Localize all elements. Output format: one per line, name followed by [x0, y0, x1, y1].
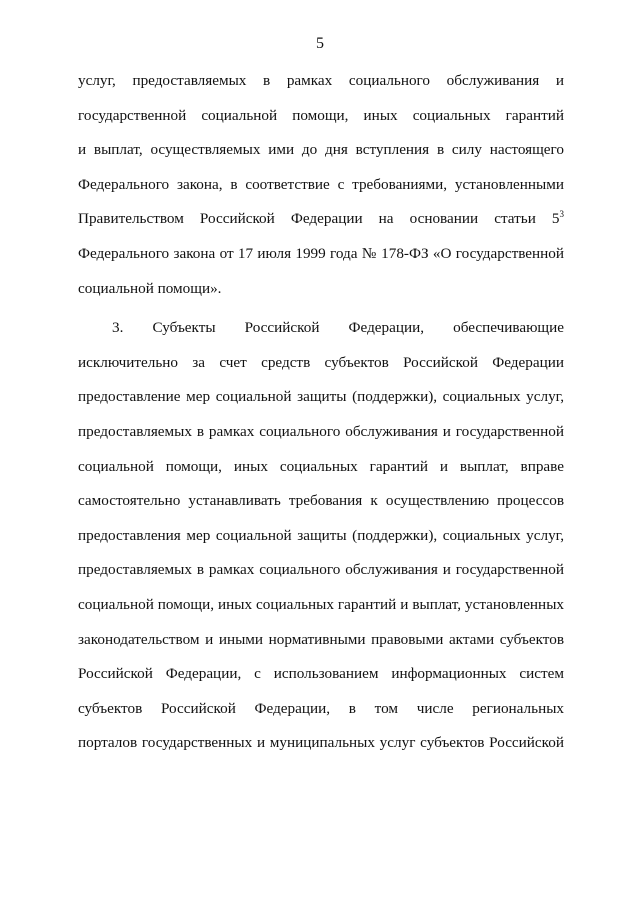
- paragraph-1: [78, 70, 564, 312]
- text-line: законодательством и иными нормативными правовыми актами субъектов: [78, 630, 564, 648]
- article-superscript: 3: [559, 209, 564, 220]
- body-text: [78, 70, 564, 767]
- text-line: предоставляемых в рамках социального обслуживания и государственной: [78, 561, 564, 579]
- text-line: социальной помощи, иных социальных гарантий и выплат, установленных: [78, 595, 564, 613]
- text-line-with-superscript: [78, 208, 564, 243]
- text-line: социальной помощи».: [78, 279, 222, 297]
- text-line: исключительно за счет средств субъектов Российской Федерации: [78, 353, 564, 371]
- text-line: субъектов Российской Федерации, в том числе региональных: [78, 699, 564, 717]
- text-line: 3. Субъекты Российской Федерации, обеспечивающие: [112, 319, 564, 337]
- text-line-content: Правительством Российской Федерации на основании статьи 5: [78, 210, 560, 228]
- text-line: услуг, предоставляемых в рамках социального обслуживания и: [78, 72, 564, 89]
- paragraph-2: [78, 317, 564, 767]
- text-line: и выплат, осуществляемых ими до дня вступления в силу настоящего: [78, 141, 564, 159]
- page-number: 5: [316, 35, 324, 52]
- text-line: самостоятельно устанавливать требования к осуществлению процессов: [78, 492, 564, 510]
- text-line: предоставляемых в рамках социального обслуживания и государственной: [78, 422, 564, 440]
- text-line: Федерального закона, в соответствие с требованиями, установленными: [78, 175, 564, 193]
- text-line: государственной социальной помощи, иных социальных гарантий: [78, 106, 564, 124]
- text-line: Российской Федерации, с использованием информационных систем: [78, 665, 564, 683]
- text-line: предоставление мер социальной защиты (поддержки), социальных услуг,: [78, 388, 564, 406]
- text-line: Федерального закона от 17 июля 1999 года № 178-ФЗ «О государственной: [78, 244, 564, 262]
- text-line: социальной помощи, иных социальных гарантий и выплат, вправе: [78, 457, 564, 475]
- text-line: порталов государственных и муниципальных услуг субъектов Российской: [78, 734, 564, 752]
- text-line: предоставления мер социальной защиты (поддержки), социальных услуг,: [78, 526, 564, 544]
